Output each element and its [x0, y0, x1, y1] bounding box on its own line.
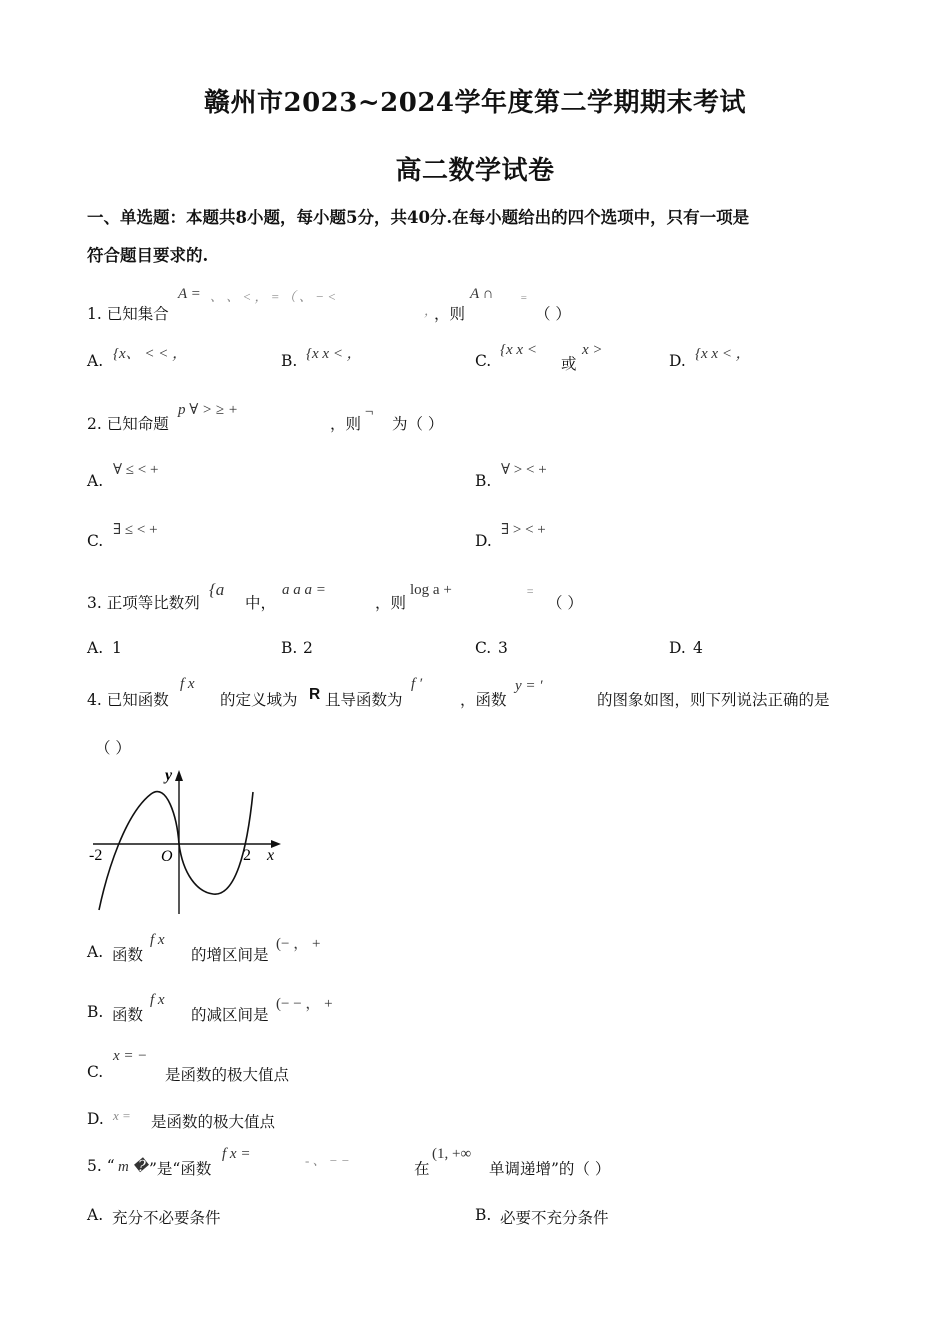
q4-option-b-math2: (− − ， +	[276, 996, 333, 1012]
q3-option-b-label: B.	[281, 639, 298, 657]
q1-option-c-label: C.	[475, 352, 492, 370]
q2-option-d-math: ∃ > < +	[501, 522, 546, 538]
q4-real-set: R	[309, 686, 321, 703]
q3-option-b-value: 2	[303, 639, 313, 657]
q1-paren: （ ）	[535, 305, 571, 323]
q4-option-a-math: f x	[150, 932, 165, 948]
q5-option-b-label: B.	[475, 1206, 492, 1224]
q3-option-a-value: 1	[112, 639, 122, 657]
q4-option-d-math: x =	[113, 1108, 131, 1123]
q4-math-fprime: f ′	[411, 676, 423, 692]
q1-option-c-or: 或	[561, 355, 577, 373]
q5-option-b-text: 必要不充分条件	[500, 1209, 609, 1227]
q3-option-c-value: 3	[498, 639, 508, 657]
q5-text-function: ”是“函数	[149, 1160, 212, 1178]
q2-stem: 2. 已知命题	[87, 415, 169, 433]
q4-option-a-text2: 的增区间是	[191, 946, 269, 964]
q4-option-b-text: 函数	[112, 1006, 144, 1024]
q1-option-c-math2: x >	[582, 342, 603, 358]
q2-option-b-label: B.	[475, 472, 492, 490]
q3-then: ，则	[375, 594, 407, 612]
q4-text-derivative: 且导函数为	[325, 691, 403, 709]
q1-stem: 1. 已知集合	[87, 305, 169, 323]
q4-graph	[85, 762, 285, 917]
q1-math-set: 、 、 < ， = （ 、 − <	[210, 289, 337, 304]
q5-option-a-text: 充分不必要条件	[112, 1209, 221, 1227]
q4-option-a-text: 函数	[112, 946, 144, 964]
q3-option-d-value: 4	[693, 639, 703, 657]
q4-text-graph: 的图象如图，则下列说法正确的是	[597, 691, 830, 709]
q4-stem: 4. 已知函数	[87, 691, 169, 709]
q5-math-expr: - 、 − −	[305, 1153, 350, 1168]
q3-math-log: log a +	[410, 582, 452, 598]
q4-option-c-math: x = −	[113, 1048, 148, 1064]
q3-mid: 中，	[245, 594, 277, 612]
q2-option-a-label: A.	[87, 472, 104, 490]
graph-y-label: y	[165, 767, 173, 784]
graph-tick-neg2: -2	[89, 847, 103, 864]
q2-option-b-math: ∀ > < +	[501, 462, 547, 478]
page-title: 赣州市2023~2024学年度第二学期期末考试	[203, 88, 746, 118]
page-subtitle: 高二数学试卷	[395, 156, 555, 186]
section-header-line1: 一、单选题：本题共8小题，每小题5分，共40分.在每小题给出的四个选项中，只有一项是	[87, 208, 750, 227]
derivative-curve	[99, 792, 253, 910]
q1-option-a-math: {x、 < < ，	[113, 346, 188, 362]
q1-option-d-label: D.	[669, 352, 686, 370]
q5-math-m: m �	[118, 1159, 148, 1175]
q4-option-a-label: A.	[87, 943, 104, 961]
q5-text-tail: 单调递增”的（ ）	[489, 1160, 611, 1178]
q3-option-a-label: A.	[87, 639, 104, 657]
q4-option-a-math2: (− ， +	[276, 936, 321, 952]
q2-tail: 为（ ）	[392, 415, 444, 433]
q2-option-c-label: C.	[87, 532, 104, 550]
y-axis-arrow-icon	[175, 770, 183, 781]
q2-option-c-math: ∃ ≤ < +	[113, 522, 158, 538]
q5-math-interval: (1, +∞	[432, 1146, 472, 1162]
q1-math-intersect: A ∩	[470, 286, 494, 302]
q5-math-fx: f x =	[222, 1146, 251, 1162]
q3-option-c-label: C.	[475, 639, 492, 657]
q1-option-b-label: B.	[281, 352, 298, 370]
q3-stem: 3. 正项等比数列	[87, 594, 200, 612]
q1-option-c-math: {x x <	[500, 342, 537, 358]
q4-math-y: y = ′	[515, 678, 543, 694]
q2-option-d-label: D.	[475, 532, 492, 550]
q4-option-c-text: 是函数的极大值点	[165, 1066, 290, 1084]
q4-text-domain: 的定义域为	[220, 691, 298, 709]
q3-option-d-label: D.	[669, 639, 686, 657]
graph-tick-2: 2	[243, 847, 251, 864]
q4-paren: （ ）	[95, 739, 131, 757]
q4-math-fx: f x	[180, 676, 195, 692]
q5-stem: 5. “	[87, 1157, 115, 1175]
q3-math-eq: =	[526, 584, 535, 598]
q1-then: ，则	[434, 305, 466, 323]
q5-option-a-label: A.	[87, 1206, 104, 1224]
q2-option-a-math: ∀ ≤ < +	[113, 462, 159, 478]
q4-option-b-text2: 的减区间是	[191, 1006, 269, 1024]
q4-option-c-label: C.	[87, 1063, 104, 1081]
graph-x-label: x	[267, 847, 275, 864]
q3-math-seq: {a	[209, 580, 225, 599]
q4-option-d-label: D.	[87, 1110, 104, 1128]
q2-math-neg: ¬	[364, 404, 375, 420]
section-header-line2: 符合题目要求的.	[87, 246, 209, 265]
graph-origin-label: O	[161, 848, 173, 865]
q1-option-a-label: A.	[87, 352, 104, 370]
q1-math-a: A =	[178, 286, 201, 302]
q3-paren: （ ）	[547, 594, 583, 612]
q4-option-b-math: f x	[150, 992, 165, 1008]
q1-option-d-math: {x x < ，	[695, 346, 751, 362]
q5-text-on: 在	[414, 1160, 430, 1178]
q2-then: ，则	[330, 415, 362, 433]
q4-option-d-text: 是函数的极大值点	[151, 1113, 276, 1131]
q4-text-function: ，函数	[460, 691, 507, 709]
q1-option-b-math: {x x < ，	[306, 346, 362, 362]
q1-math-sep: ，	[424, 303, 438, 318]
q1-math-eq: =	[520, 292, 528, 304]
q3-math-prod: a a a =	[282, 582, 326, 598]
q2-math-p: p ∀ > ≥ +	[178, 402, 239, 418]
q4-option-b-label: B.	[87, 1003, 104, 1021]
